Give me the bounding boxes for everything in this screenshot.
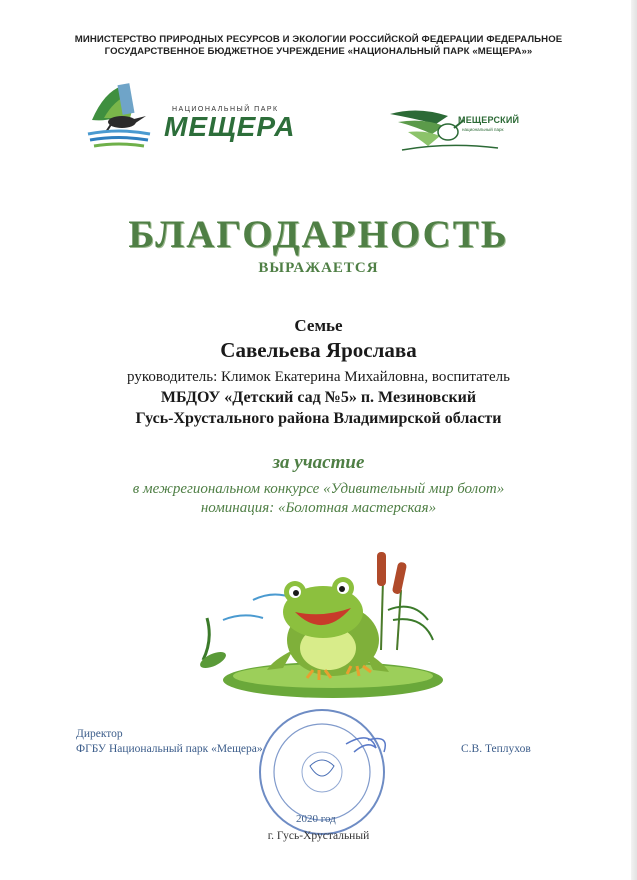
signature-name: С.В. Теплухов: [461, 743, 531, 755]
right-logo-title: МЕЩЕРСКИЙ: [458, 115, 520, 125]
page-edge-shadow: [631, 0, 637, 880]
district-line: Гусь-Хрустального района Владимирской области: [135, 410, 502, 427]
right-logo-subtitle: национальный парк: [462, 127, 504, 132]
participation-text: за участие: [272, 452, 365, 473]
signature-city: г. Гусь-Хрустальный: [267, 830, 370, 842]
ministry-header: [0, 34, 637, 58]
left-logo-big-text: МЕЩЕРА: [164, 111, 296, 142]
organization-line: МБДОУ «Детский сад №5» п. Мезиновский: [160, 389, 477, 406]
signature-organization: ФГБУ Национальный парк «Мещера»: [76, 743, 263, 755]
leader-line: руководитель: Климок Екатерина Михайловна, воспитатель: [127, 369, 510, 385]
signature-role: Директор: [76, 728, 123, 740]
left-logo-small-text: НАЦИОНАЛЬНЫЙ ПАРК: [172, 106, 279, 113]
certificate-title: БЛАГОДАРНОСТЬ: [128, 213, 509, 256]
contest-text: в межрегиональном конкурсе «Удивительный мир болот»: [132, 481, 505, 497]
recipient-name: Савельева Ярослава: [220, 338, 417, 362]
left-logo-text: [164, 106, 296, 141]
heron-logo-icon: [84, 80, 154, 152]
signature-year: 2020 год: [296, 813, 336, 825]
ministry-line-1: МИНИСТЕРСТВО ПРИРОДНЫХ РЕСУРСОВ И ЭКОЛОГИИ РОССИЙСКОЙ ФЕДЕРАЦИИ ФЕДЕРАЛЬНОЕ: [74, 34, 563, 45]
certificate-subtitle: ВЫРАЖАЕТСЯ: [258, 260, 379, 276]
ministry-line-2: ГОСУДАРСТВЕННОЕ БЮДЖЕТНОЕ УЧРЕЖДЕНИЕ «НАЦИОНАЛЬНЫЙ ПАРК «МЕЩЕРА»»: [104, 46, 533, 57]
frog-illustration: [183, 540, 448, 705]
nomination-text: номинация: «Болотная мастерская»: [200, 500, 437, 516]
recipient-family-label: Семье: [294, 316, 343, 335]
